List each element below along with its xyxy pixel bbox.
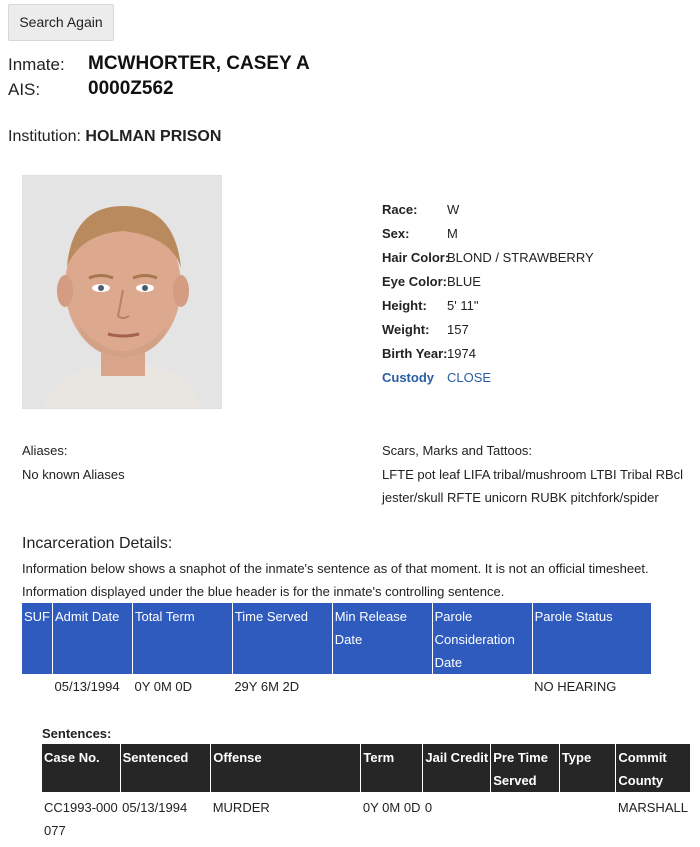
incarceration-title: Incarceration Details: — [22, 535, 173, 552]
search-again-button[interactable]: Search Again — [8, 4, 114, 41]
inmate-photo — [22, 175, 222, 409]
birth-year-value: 1974 — [447, 346, 476, 361]
cell-min-release-date — [332, 674, 432, 696]
race-value: W — [447, 202, 460, 217]
sentences-table — [42, 744, 690, 842]
header-type: Type — [559, 744, 616, 792]
sentences-title: Sentences: — [42, 726, 112, 741]
cell-parole-status: NO HEARING — [534, 679, 617, 694]
portrait-icon — [23, 176, 222, 409]
custody-value: CLOSE — [447, 370, 492, 385]
header-term: Term — [361, 744, 423, 792]
hair-color-label: Hair Color: — [382, 250, 450, 265]
inmate-name: MCWHORTER, CASEY A — [88, 53, 310, 74]
cell-term: 0Y 0M 0D — [362, 800, 421, 815]
header-case-no: Case No. — [42, 744, 120, 792]
weight-value: 157 — [447, 322, 469, 337]
height-label: Height: — [382, 298, 427, 313]
table-row — [42, 792, 690, 842]
cell-jail-credit: 0 — [424, 800, 433, 815]
cell-type — [559, 792, 616, 842]
ais-number: 0000Z562 — [88, 78, 174, 99]
scars-label: Scars, Marks and Tattoos: — [382, 443, 533, 458]
header-suf: SUF — [22, 603, 53, 674]
ais-label: AIS: — [8, 80, 41, 99]
cell-parole-consideration-date — [432, 674, 532, 696]
header-pre-time-served: Pre Time Served — [491, 744, 560, 792]
sentences-header-row — [42, 744, 690, 792]
header-parole-status: Parole Status — [532, 603, 651, 674]
header-min-release-date: Min Release Date — [332, 603, 432, 674]
incarceration-header-row — [22, 603, 651, 674]
incarceration-table — [22, 603, 651, 696]
cell-suf — [22, 674, 53, 696]
incarceration-note-2: Information displayed under the blue header is for the inmate's controlling sentence. — [22, 584, 505, 599]
institution-row — [8, 128, 221, 146]
eye-color-label: Eye Color: — [382, 274, 448, 289]
institution-name: HOLMAN PRISON — [85, 128, 222, 145]
header-sentenced: Sentenced — [120, 744, 211, 792]
cell-pre-time-served — [491, 792, 560, 842]
header-parole-consideration-date: Parole Consideration Date — [432, 603, 532, 674]
eye-color-value: BLUE — [447, 274, 481, 289]
institution-label: Institution: — [8, 128, 81, 145]
inmate-label: Inmate: — [8, 55, 65, 74]
header-total-term: Total Term — [132, 603, 232, 674]
cell-commit-county: MARSHALL — [617, 800, 688, 815]
sex-label: Sex: — [382, 226, 410, 241]
sex-value: M — [447, 226, 458, 241]
weight-label: Weight: — [382, 322, 430, 337]
header-time-served: Time Served — [232, 603, 332, 674]
header-jail-credit: Jail Credit — [423, 744, 491, 792]
hair-color-value: BLOND / STRAWBERRY — [447, 250, 594, 265]
cell-time-served: 29Y 6M 2D — [234, 679, 300, 694]
header-admit-date: Admit Date — [53, 603, 133, 674]
cell-total-term: 0Y 0M 0D — [134, 679, 193, 694]
aliases-label: Aliases: — [22, 443, 68, 458]
scars-line-2: jester/skull RFTE unicorn RUBK pitchfork/spider — [382, 490, 659, 505]
race-label: Race: — [382, 202, 418, 217]
header-offense: Offense — [211, 744, 361, 792]
incarceration-note-1: Information below shows a snaphot of the inmate's sentence as of that moment. It is not an official timesheet. — [22, 561, 649, 576]
cell-offense: MURDER — [212, 800, 270, 815]
cell-sentenced: 05/13/1994 — [122, 800, 188, 815]
table-row — [22, 674, 651, 696]
height-value: 5' 11" — [447, 298, 479, 313]
scars-line-1: LFTE pot leaf LIFA tribal/mushroom LTBI Tribal RBcl — [382, 467, 684, 482]
birth-year-label: Birth Year: — [382, 346, 448, 361]
aliases-value: No known Aliases — [22, 467, 125, 482]
cell-admit-date: 05/13/1994 — [54, 679, 120, 694]
cell-case-no: CC1993-000077 — [44, 800, 118, 838]
header-commit-county: Commit County — [616, 744, 690, 792]
custody-label: Custody — [382, 370, 434, 385]
